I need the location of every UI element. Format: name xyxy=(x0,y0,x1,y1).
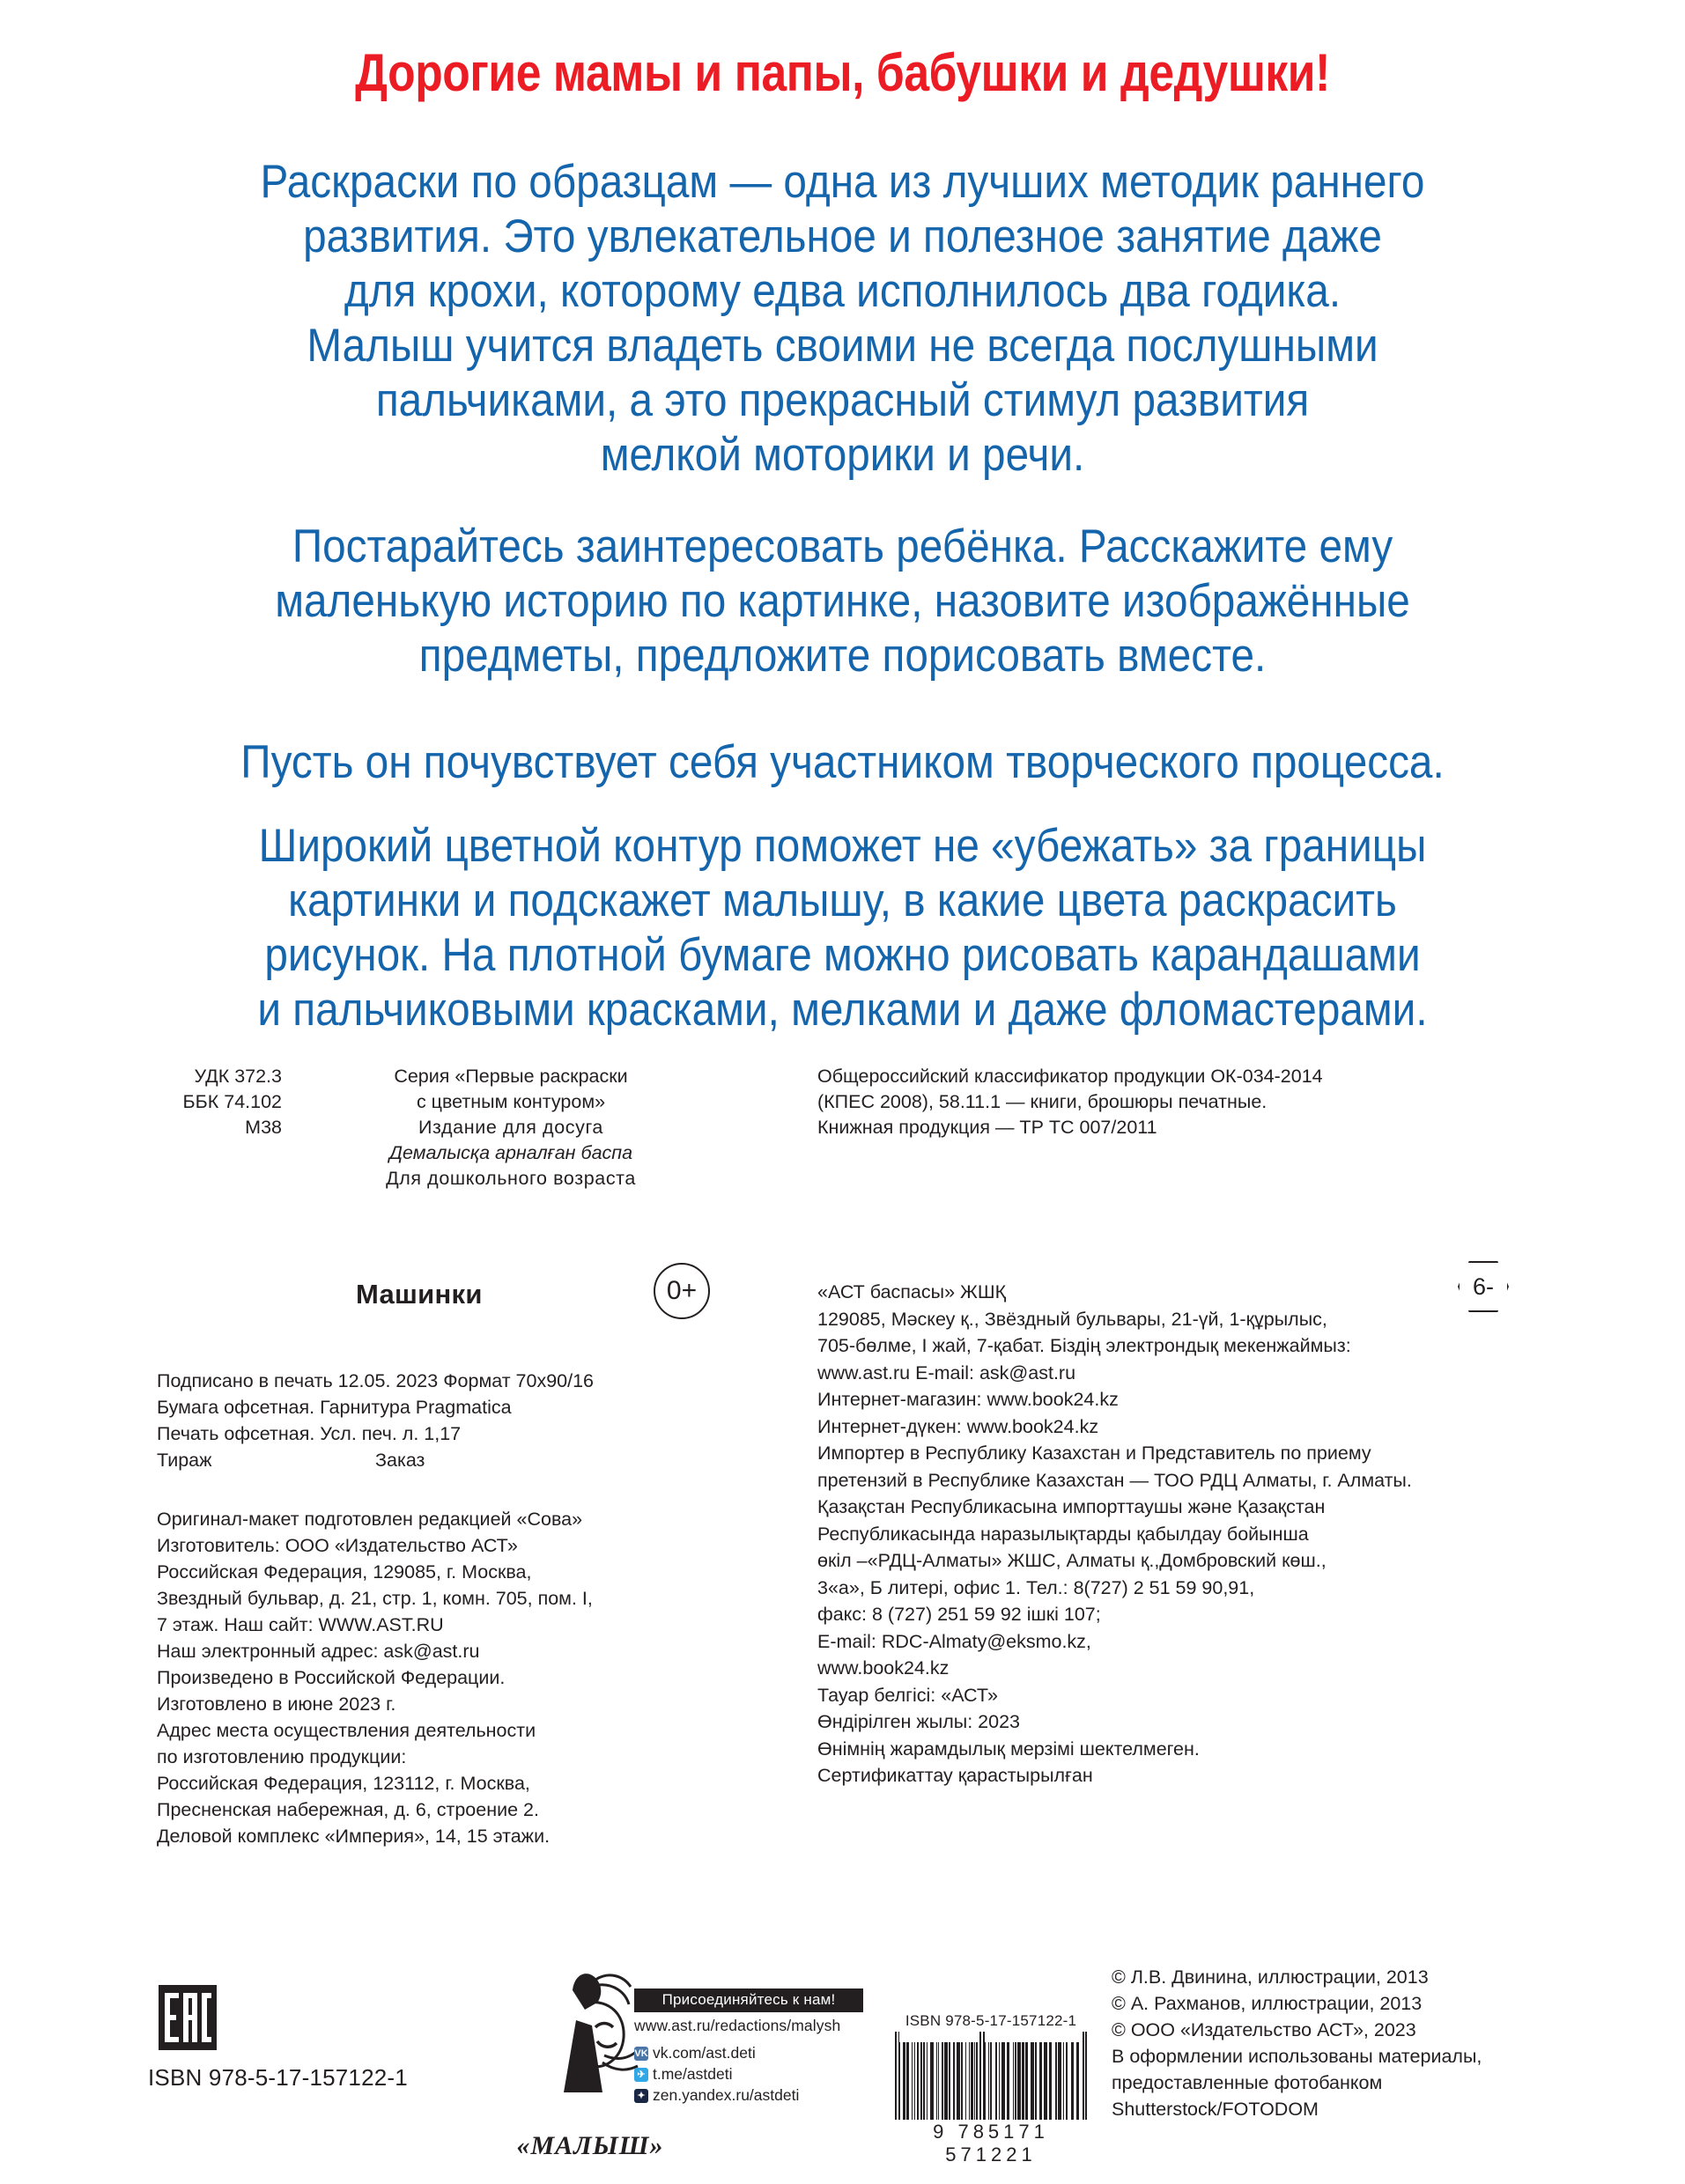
barcode-digits: 9 785171 571221 xyxy=(933,2121,1049,2166)
imprint-line: www.book24.kz xyxy=(817,1657,950,1679)
bbk-code: ББК 74.102 xyxy=(182,1091,282,1112)
udk-bbk-block xyxy=(97,1064,282,1140)
imprint-line: Импортер в Республику Казахстан и Представитель по приему xyxy=(817,1442,1371,1464)
social-links-list xyxy=(634,2044,863,2105)
imprint-line: Российская Федерация, 129085, г. Москва, xyxy=(157,1561,532,1583)
imprint-line: 705-бөлме, I жай, 7-қабат. Біздің электрондық мекенжаймыз: xyxy=(817,1335,1351,1356)
imprint-line: Пресненская набережная, д. 6, строение 2. xyxy=(157,1799,539,1820)
telegram-link-text: t.me/astdeti xyxy=(653,2065,733,2083)
copyright-block xyxy=(1112,1964,1552,2122)
imprint-line: 129085, Мәскеу қ., Звёздный бульвары, 21-үй, 1-құрылыс, xyxy=(817,1308,1327,1330)
promo-line: картинки и подскажет малышу, в какие цвета раскрасить xyxy=(288,874,1397,926)
page-headline: Дорогие мамы и папы, бабушки и дедушки! xyxy=(355,43,1330,102)
print-run-label: Тираж xyxy=(157,1450,212,1471)
imprint-line: Российская Федерация, 123112, г. Москва, xyxy=(157,1773,530,1794)
imprint-line: Оригинал-макет подготовлен редакцией «Сова» xyxy=(157,1509,583,1530)
edition-type-kz: Демалысқа арналған баспа xyxy=(388,1142,633,1163)
promo-paragraph-1 xyxy=(106,155,1579,483)
imprint-line: өкіл –«РДЦ-Алматы» ЖШС, Алматы қ.,Домбровский көш., xyxy=(817,1550,1327,1571)
okpd-line: Книжная продукция — ТР ТС 007/2011 xyxy=(817,1117,1157,1138)
print-sheets: Печать офсетная. Усл. печ. л. 1,17 xyxy=(157,1423,462,1444)
malysh-wordmark: «МАЛЫШ» xyxy=(516,2131,664,2160)
promo-line: Раскраски по образцам — одна из лучших методик раннего xyxy=(260,156,1425,208)
imprint-line: претензий в Республике Казахстан — ТОО РДЦ Алматы, г. Алматы. xyxy=(817,1469,1412,1491)
join-us-label: Присоединяйтесь к нам! xyxy=(634,1988,863,2012)
copyright-line: предоставленные фотобанком xyxy=(1112,2072,1383,2093)
export-mark-label: 6- xyxy=(1472,1273,1494,1300)
imprint-line: «АСТ баспасы» ЖШҚ xyxy=(817,1281,1007,1302)
imprint-line: Өндірілген жылы: 2023 xyxy=(817,1711,1020,1732)
udk-code: УДК 372.3 xyxy=(194,1066,282,1087)
promo-line: для крохи, которому едва исполнилось два годика. xyxy=(344,265,1341,317)
edition-type: Издание для досуга xyxy=(418,1117,603,1138)
copyright-line: © Л.В. Двинина, иллюстрации, 2013 xyxy=(1112,1966,1429,1988)
imprint-line: Деловой комплекс «Империя», 14, 15 этажи. xyxy=(157,1826,551,1847)
imprint-line: Наш электронный адрес: ask@ast.ru xyxy=(157,1641,480,1662)
print-run-row xyxy=(157,1447,738,1473)
barcode-block xyxy=(895,2012,1087,2166)
promo-line: и пальчиковыми красками, мелками и даже фломастерами. xyxy=(257,984,1428,1036)
age-rating-badge xyxy=(654,1263,710,1319)
imprint-line: Изготовитель: ООО «Издательство АСТ» xyxy=(157,1535,518,1556)
okpd-line: (КПЕС 2008), 58.11.1 — книги, брошюры печатные. xyxy=(817,1091,1267,1112)
vk-link-text: vk.com/ast.deti xyxy=(653,2044,756,2062)
list-item[interactable] xyxy=(634,2065,863,2084)
promo-line: Пусть он почувствует себя участником творческого процесса. xyxy=(240,736,1445,788)
manufacturer-block-ru xyxy=(157,1506,685,1849)
imprint-line: Қазақстан Республикасына импорттаушы және Қазақстан xyxy=(817,1496,1326,1517)
imprint-line: E-mail: RDC-Almaty@eksmo.kz, xyxy=(817,1630,1091,1652)
okpd-classifier-block xyxy=(817,1064,1487,1140)
redaction-site-link[interactable]: www.ast.ru/redactions/malysh xyxy=(634,2017,841,2034)
copyright-line: © А. Рахманов, иллюстрации, 2013 xyxy=(1112,1993,1423,2014)
promo-line: пальчиками, а это прекрасный стимул развития xyxy=(375,374,1310,426)
isbn-text-left: ISBN 978-5-17-157122-1 xyxy=(148,2064,408,2091)
imprint-line: факс: 8 (727) 251 59 92 ішкі 107; xyxy=(817,1604,1101,1625)
imprint-line: Адрес места осуществления деятельности xyxy=(157,1720,536,1741)
promo-line: предметы, предложите порисовать вместе. xyxy=(418,630,1267,682)
copyright-line: В оформлении использованы материалы, xyxy=(1112,2046,1482,2067)
promo-paragraph-4 xyxy=(106,819,1579,1037)
promo-line: мелкой моторики и речи. xyxy=(600,429,1085,481)
list-item[interactable] xyxy=(634,2086,863,2105)
promo-line: развития. Это увлекательное и полезное занятие даже xyxy=(303,210,1382,262)
imprint-line: по изготовлению продукции: xyxy=(157,1746,407,1767)
zen-icon: ✦ xyxy=(634,2089,648,2103)
list-item[interactable] xyxy=(634,2044,863,2062)
imprint-line: Республикасында наразылықтарды қабылдау бойынша xyxy=(817,1523,1309,1545)
promo-line: Малыш учится владеть своими не всегда послушными xyxy=(307,320,1378,372)
author-sign-code: М38 xyxy=(245,1117,282,1138)
age-rating-label: 0+ xyxy=(666,1276,698,1305)
imprint-line: Өнімнің жарамдылық мерзімі шектелмеген. xyxy=(817,1738,1200,1760)
copyright-line: © ООО «Издательство АСТ», 2023 xyxy=(1112,2019,1416,2040)
manufacturer-block-kz xyxy=(817,1279,1513,1789)
imprint-line: 3«а», Б литері, офис 1. Тел.: 8(727) 2 51 59 90,91, xyxy=(817,1576,1255,1598)
imprint-line: 7 этаж. Наш сайт: WWW.AST.RU xyxy=(157,1614,444,1635)
print-data-block xyxy=(157,1368,738,1473)
imprint-line: Произведено в Российской Федерации. xyxy=(157,1667,506,1688)
eac-conformity-icon xyxy=(159,1985,217,2050)
signed-to-print: Подписано в печать 12.05. 2023 Формат 70x90/16 xyxy=(157,1370,595,1391)
telegram-icon: ✈ xyxy=(634,2068,648,2082)
paper-typeface: Бумага офсетная. Гарнитура Pragmatica xyxy=(157,1397,512,1418)
imprint-line: Интернет-дүкен: www.book24.kz xyxy=(817,1415,1099,1437)
imprint-line: Интернет-магазин: www.book24.kz xyxy=(817,1389,1119,1410)
copyright-line: Shutterstock/FOTODOM xyxy=(1112,2099,1319,2120)
promo-paragraph-3 xyxy=(106,735,1579,790)
vk-icon: VK xyxy=(634,2048,648,2059)
audience-age: Для дошкольного возраста xyxy=(386,1168,636,1189)
book-title: Машинки xyxy=(356,1279,483,1310)
promo-line: рисунок. На плотной бумаге можно рисовать карандашами xyxy=(264,929,1421,981)
promo-line: Постарайтесь заинтересовать ребёнка. Расскажите ему xyxy=(292,520,1393,572)
imprint-line: Звездный бульвар, д. 21, стр. 1, комн. 705, пом. I, xyxy=(157,1588,593,1609)
zen-link-text: zen.yandex.ru/astdeti xyxy=(653,2086,800,2104)
imprint-line: Изготовлено в июне 2023 г. xyxy=(157,1693,396,1715)
social-links-block xyxy=(634,1988,863,2107)
promo-line: маленькую историю по картинке, назовите изображённые xyxy=(275,575,1410,627)
series-line-1: Серия «Первые раскраски xyxy=(394,1066,628,1087)
promo-line: Широкий цветной контур поможет не «убежать» за границы xyxy=(258,820,1427,872)
order-label: Заказ xyxy=(375,1450,425,1471)
isbn-text-barcode: ISBN 978-5-17-157122-1 xyxy=(905,2012,1077,2029)
ean13-barcode-icon xyxy=(895,2032,1087,2120)
promo-paragraph-2 xyxy=(106,520,1579,683)
series-line-2: с цветным контуром» xyxy=(416,1091,606,1112)
imprint-line: Сертификаттау қарастырылған xyxy=(817,1765,1093,1786)
imprint-line: Тауар белгісі: «АСТ» xyxy=(817,1684,999,1706)
series-block xyxy=(299,1064,722,1192)
okpd-line: Общероссийский классификатор продукции ОК-034-2014 xyxy=(817,1066,1323,1087)
imprint-line: www.ast.ru E-mail: ask@ast.ru xyxy=(817,1361,1076,1383)
